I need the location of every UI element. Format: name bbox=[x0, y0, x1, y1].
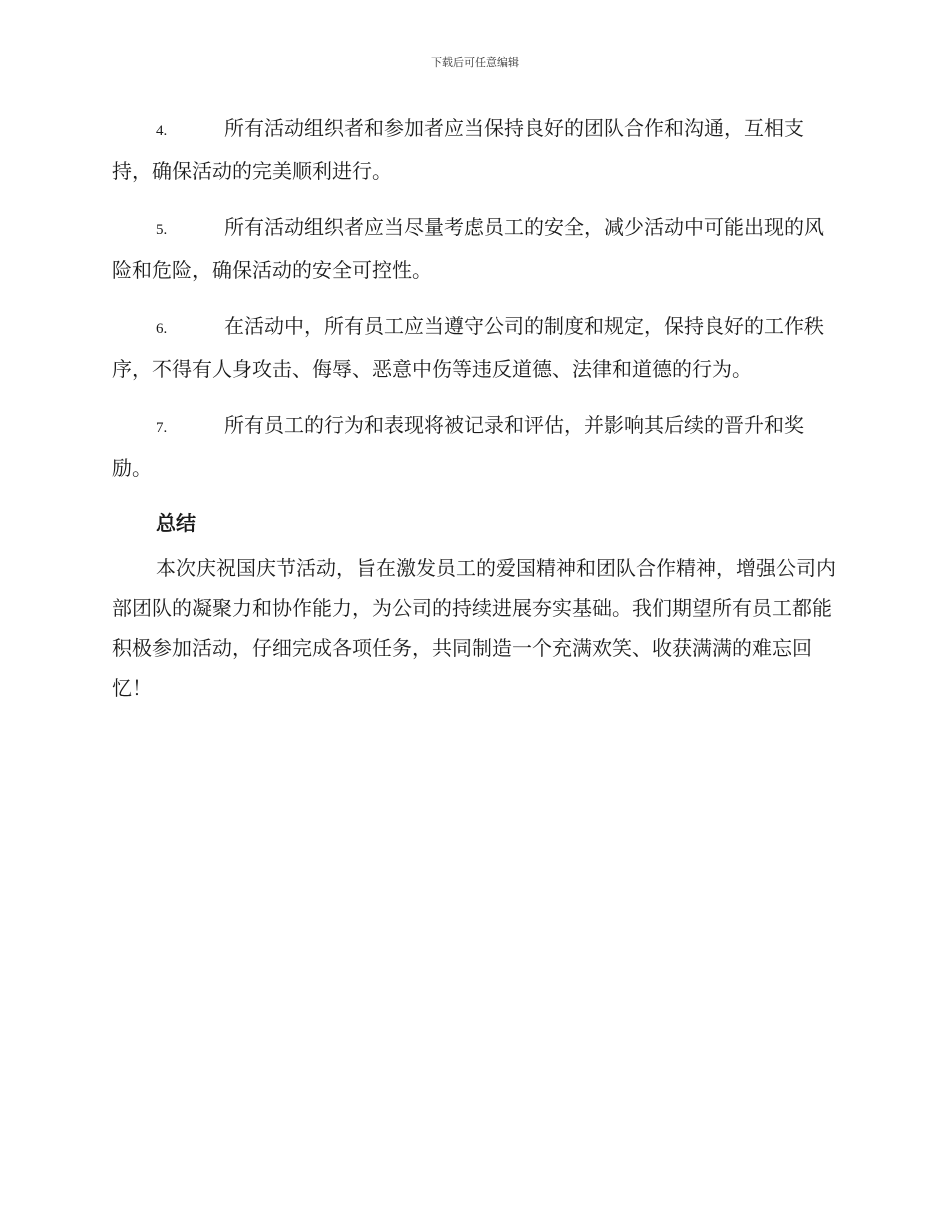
summary-heading: 总结 bbox=[156, 511, 196, 535]
list-item-text: 在活动中，所有员工应当遵守公司的制度和规定，保持良好的工作秩序，不得有人身攻击、侮辱、恶意中伤等违反道德、法律和道德的行为。 bbox=[112, 314, 824, 381]
list-item bbox=[112, 306, 838, 389]
list-item-number: 7. bbox=[156, 420, 168, 436]
list-item-number: 4. bbox=[156, 123, 168, 139]
list-item bbox=[112, 207, 838, 290]
list-item-text: 所有员工的行为和表现将被记录和评估，并影响其后续的晋升和奖励。 bbox=[112, 413, 804, 480]
list-item-text: 所有活动组织者应当尽量考虑员工的安全，减少活动中可能出现的风险和危险，确保活动的安全可控性。 bbox=[112, 215, 824, 282]
list-item-text: 所有活动组织者和参加者应当保持良好的团队合作和沟通，互相支持，确保活动的完美顺利进行。 bbox=[112, 116, 804, 183]
list-item bbox=[112, 108, 838, 191]
list-item bbox=[112, 405, 838, 488]
page-header: 下载后可任意编辑 bbox=[431, 56, 519, 69]
summary-paragraph: 本次庆祝国庆节活动，旨在激发员工的爱国精神和团队合作精神，增强公司内部团队的凝聚力和协作能力，为公司的持续进展夯实基础。我们期望所有员工都能积极参加活动，仔细完成各项任务，共同制造一个充满欢笑、收获满满的难忘回忆！ bbox=[112, 556, 836, 700]
document-body bbox=[112, 108, 838, 708]
list-item-number: 5. bbox=[156, 222, 168, 238]
list-item-number: 6. bbox=[156, 321, 168, 337]
